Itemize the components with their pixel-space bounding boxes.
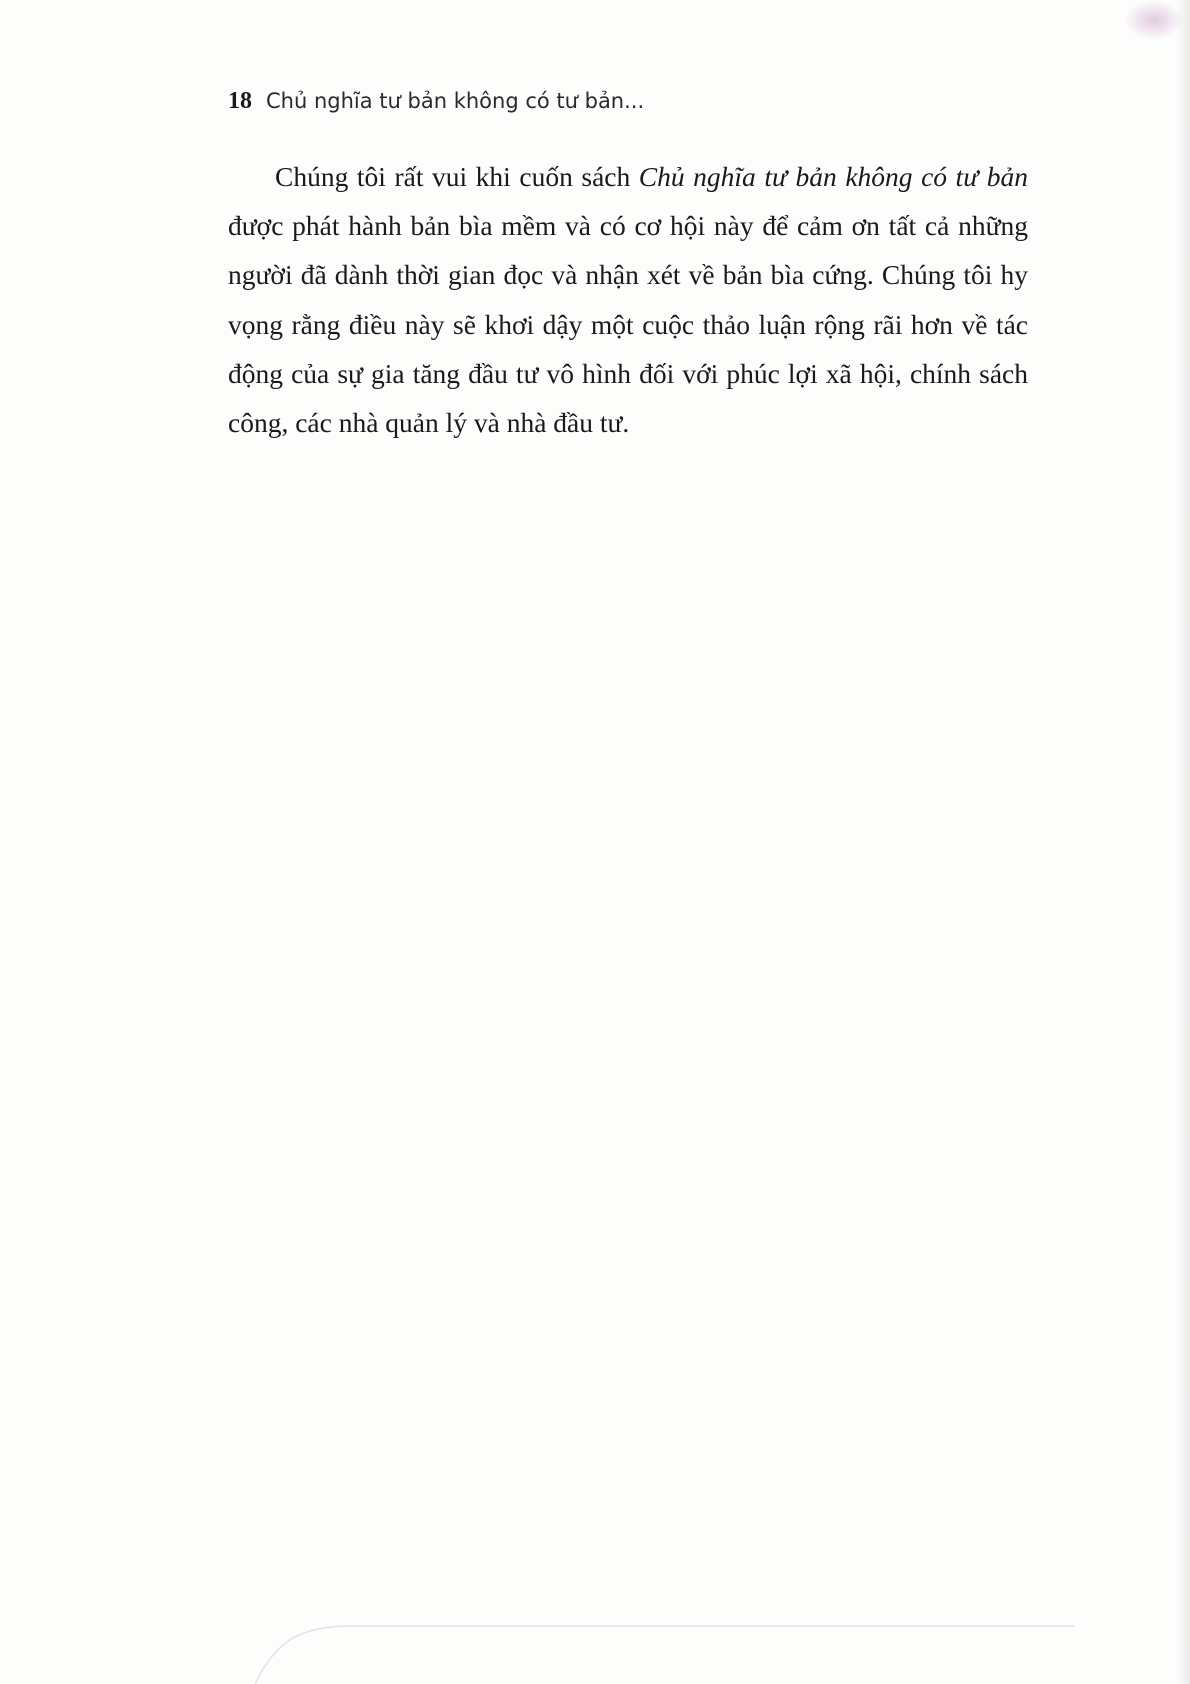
running-title: Chủ nghĩa tư bản không có tư bản... bbox=[266, 89, 645, 113]
page-header bbox=[228, 88, 644, 115]
page-edge-shadow bbox=[1176, 0, 1190, 1684]
body-paragraph bbox=[228, 152, 1028, 447]
page-curl-edge bbox=[255, 1624, 1075, 1684]
scan-artifact bbox=[1124, 0, 1184, 40]
page-number: 18 bbox=[228, 88, 252, 114]
paragraph-text-end: được phát hành bản bìa mềm và có cơ hội này để cảm ơn tất cả những người đã dành thời gian đọc và nhận xét về bản bìa cứng. Chúng tôi hy vọng rằng điều này sẽ khơi dậy một cuộc thảo luận rộng rãi hơn về tác động của sự gia tăng đầu tư vô hình đối với phúc lợi xã hội, chính sách công, các nhà quản lý và nhà đầu tư. bbox=[228, 210, 1028, 439]
book-title-italic: Chủ nghĩa tư bản không có tư bản bbox=[638, 161, 1028, 192]
paragraph-text-start: Chúng tôi rất vui khi cuốn sách bbox=[275, 161, 639, 192]
